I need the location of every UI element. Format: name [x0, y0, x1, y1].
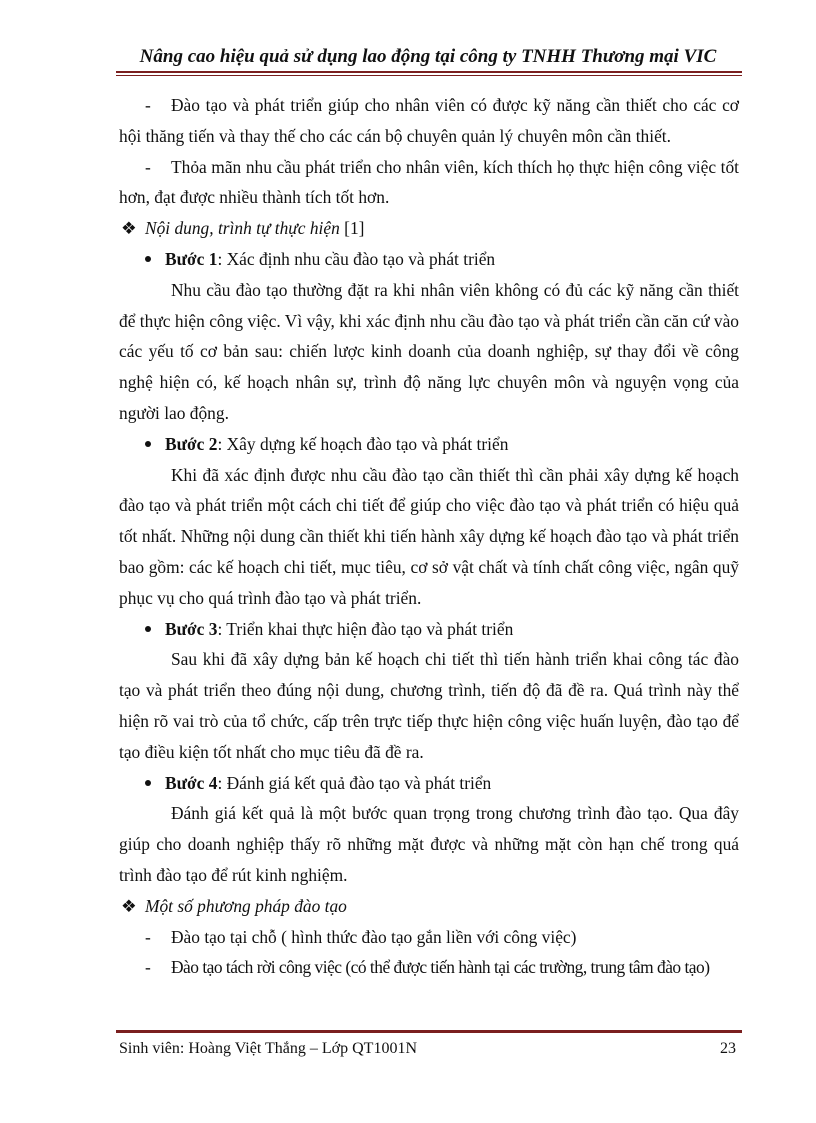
diamond-bullet-icon: ❖ — [121, 218, 137, 239]
bullet-dot-icon — [145, 780, 151, 786]
citation-ref: [1] — [339, 218, 365, 239]
bullet-dot-icon — [145, 626, 151, 632]
dash-item-4 — [119, 952, 739, 983]
step-4-title: : Đánh giá kết quả đào tạo và phát triển — [217, 772, 492, 793]
footer-student-info: Sinh viên: Hoàng Việt Thắng – Lớp QT1001N — [119, 1040, 417, 1057]
dash-item-1 — [119, 90, 739, 152]
running-header-title: Nâng cao hiệu quả sử dụng lao động tại công ty TNHH Thương mại VIC — [139, 46, 717, 67]
step-4-heading — [119, 768, 739, 799]
dash-item-2-text: Thỏa mãn nhu cầu phát triển cho nhân viên, kích thích họ thực hiện công việc tốt hơn, đạt được nhiều thành tích tốt hơn. — [119, 156, 739, 208]
section-heading-1-text: Nội dung, trình tự thực hiện — [145, 218, 340, 239]
step-1-body: Nhu cầu đào tạo thường đặt ra khi nhân viên không có đủ các kỹ năng cần thiết để thực hiện công việc. Vì vậy, khi xác định nhu cầu đào tạo và phát triển cần căn cứ vào các yếu tố cơ bản sau: chiến lược kinh doanh của doanh nghiệp, sự thay đổi về công nghệ hiện có, kế hoạch nhân sự, trình độ năng lực chuyên môn và nguyện vọng của người lao động. — [119, 279, 739, 423]
step-1-label: Bước 1 — [165, 248, 218, 269]
section-heading-2 — [119, 891, 739, 922]
header-rule — [116, 71, 742, 76]
step-3-body: Sau khi đã xây dựng bản kế hoạch chi tiết thì tiến hành triển khai công tác đào tạo và phát triển theo đúng nội dung, chương trình, tiến độ đã đề ra. Quá trình này thể hiện rõ vai trò của tổ chức, cấp trên trực tiếp thực hiện công việc huấn luyện, đào tạo để tạo điều kiện tốt nhất cho mục tiêu đã đề ra. — [119, 649, 739, 762]
dash-marker: - — [145, 957, 151, 978]
step-4-label: Bước 4 — [165, 772, 218, 793]
step-2-title: : Xây dựng kế hoạch đào tạo và phát triển — [217, 433, 509, 454]
diamond-bullet-icon: ❖ — [121, 895, 137, 916]
dash-item-3 — [119, 922, 739, 953]
step-3-title: : Triển khai thực hiện đào tạo và phát triển — [217, 618, 514, 639]
dash-item-1-text: Đào tạo và phát triển giúp cho nhân viên có được kỹ năng cần thiết cho các cơ hội thăng tiến và thay thế cho các cán bộ chuyên quản lý chuyên môn cần thiết. — [119, 95, 739, 146]
step-1-heading — [119, 244, 739, 275]
footer-rule — [116, 1030, 742, 1033]
page-number: 23 — [720, 1040, 736, 1057]
step-1-title: : Xác định nhu cầu đào tạo và phát triển — [217, 248, 496, 269]
page-body — [119, 90, 739, 983]
section-heading-1 — [119, 213, 739, 244]
step-2-body: Khi đã xác định được nhu cầu đào tạo cần thiết thì cần phải xây dựng kế hoạch đào tạo và phát triển một cách chi tiết để giúp cho việc đào tạo và phát triển có hiệu quả tốt nhất. Những nội dung cần thiết khi tiến hành xây dựng kế hoạch đào tạo và phát triển bao gồm: các kế hoạch chi tiết, mục tiêu, cơ sở vật chất và tính chất công việc, ngân quỹ phục vụ cho quá trình đào tạo và phát triển. — [119, 464, 739, 608]
section-heading-2-text: Một số phương pháp đào tạo — [145, 895, 347, 916]
step-2-label: Bước 2 — [165, 433, 218, 454]
step-2-heading — [119, 429, 739, 460]
step-3-label: Bước 3 — [165, 618, 218, 639]
dash-item-2 — [119, 152, 739, 214]
dash-marker: - — [145, 156, 151, 177]
step-3-heading — [119, 614, 739, 645]
dash-item-3-text: Đào tạo tại chỗ ( hình thức đào tạo gắn liền với công việc) — [171, 926, 577, 947]
dash-item-4-text: Đào tạo tách rời công việc (có thể được tiến hành tại các trường, trung tâm đào tạo) — [171, 957, 710, 978]
dash-marker: - — [145, 95, 151, 115]
step-4-body: Đánh giá kết quả là một bước quan trọng trong chương trình đào tạo. Qua đây giúp cho doanh nghiệp thấy rõ những mặt được và những mặt còn hạn chế trong quá trình đào tạo để rút kinh nghiệm. — [119, 803, 739, 885]
bullet-dot-icon — [145, 441, 151, 447]
dash-marker: - — [145, 926, 151, 947]
bullet-dot-icon — [145, 256, 151, 262]
